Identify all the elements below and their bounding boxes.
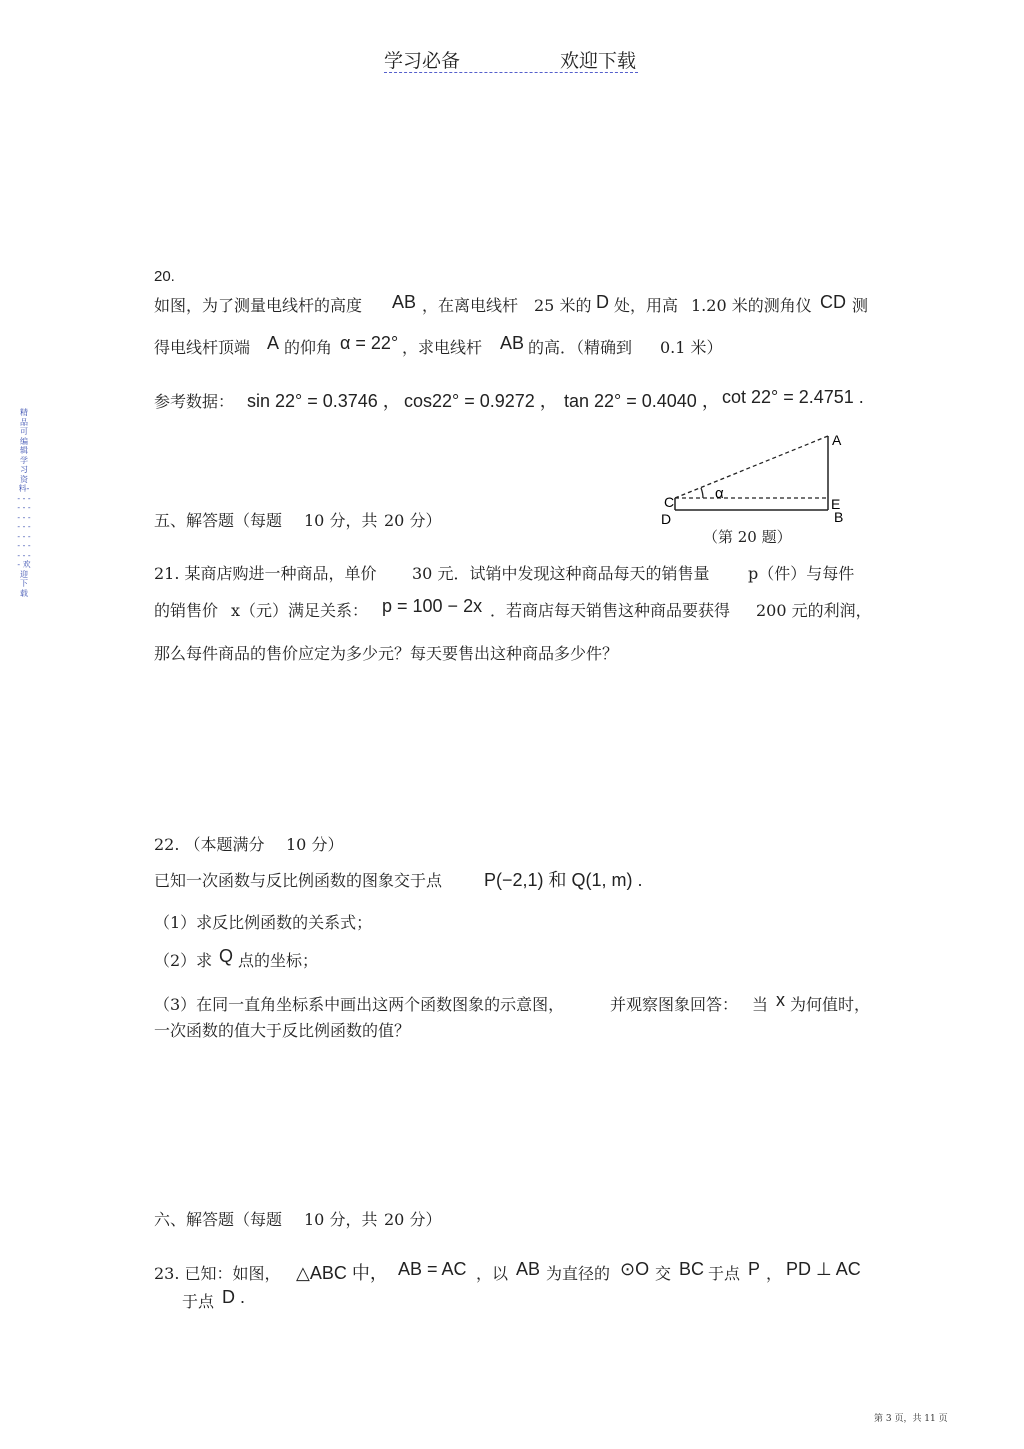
q20-line2-d: 的高．（精确到: [528, 338, 633, 357]
label-b: B: [834, 509, 844, 525]
section5-title: 五、解答题（每题: [154, 511, 283, 530]
q21-relation: p = 100 − 2x: [382, 596, 483, 616]
q23-line1-a: 23. 已知：如图，: [154, 1264, 281, 1283]
section6-score: 10 分，共: [304, 1210, 378, 1229]
q22-item3-d: 为何值时，: [790, 995, 871, 1014]
q21-line2-d: 200 元的利润，: [756, 601, 872, 620]
q23-ab-ac: AB = AC: [398, 1259, 467, 1279]
q20-line2-a: 得电线杆顶端: [154, 338, 251, 357]
q20-line1-c: 25 米的: [534, 296, 592, 315]
q20-ref-sin: sin 22° = 0.3746 ，: [247, 391, 401, 411]
q20-line2-e: 0.1 米）: [660, 338, 723, 357]
figure-20-caption: （第 20 题）: [703, 528, 792, 546]
q20-line1-g: 测: [852, 296, 869, 315]
q21-line1-c: p（件）与每件: [748, 564, 855, 583]
q20-number: 20.: [154, 268, 175, 285]
q23-line1-c: 为直径的: [546, 1264, 611, 1283]
page-footer: 第 3 页，共 11 页: [874, 1414, 948, 1424]
section5-total: 20 分）: [384, 511, 442, 530]
q20-ref-cot: cot 22° = 2.4751 .: [722, 387, 864, 407]
section6-title: 六、解答题（每题: [154, 1210, 283, 1229]
q22-title-a: 22. （本题满分: [154, 835, 265, 854]
q23-line2-end: .: [240, 1287, 246, 1307]
q21-line2-b: x（元）满足关系：: [231, 601, 369, 620]
side-margin-note: 精品可编辑学习资料- - - - - - - - - - - - - - - - - - - - - - - 欢迎下载: [17, 408, 31, 598]
q20-line1-b: ，在离电线杆: [422, 296, 519, 315]
q23-ab: AB: [516, 1259, 541, 1279]
q20-line2-ab: AB: [500, 333, 525, 353]
q23-p: P: [748, 1259, 761, 1279]
q23-line2-d: D: [222, 1287, 235, 1307]
q20-ref-tan: tan 22° = 0.4040 ，: [564, 391, 720, 411]
q23-pd-perp-ac: PD ⊥ AC: [786, 1259, 861, 1279]
q23-line1-f: ，: [766, 1264, 783, 1283]
q22-item1: （1）求反比例函数的关系式；: [154, 913, 373, 932]
q23-line1-d: 交: [655, 1264, 672, 1283]
q22-item3-c: 当: [752, 995, 769, 1014]
q22-item2-b: 点的坐标；: [238, 951, 319, 970]
label-alpha: α: [715, 485, 724, 502]
section5-score: 10 分，共: [304, 511, 378, 530]
label-a: A: [832, 432, 842, 448]
label-e: E: [831, 496, 841, 512]
page-header: [384, 46, 638, 73]
q20-line1-cd: CD: [820, 292, 846, 312]
q23-line1-e: 于点: [708, 1264, 741, 1283]
q22-title-b: 10 分）: [286, 835, 344, 854]
q20-alpha-value: α = 22°: [340, 333, 399, 353]
q20-line1-d: D: [596, 292, 609, 312]
q20-ref-label: 参考数据：: [154, 392, 235, 411]
section6-total: 20 分）: [384, 1210, 442, 1229]
q22-intro-a: 已知一次函数与反比例函数的图象交于点: [154, 871, 443, 890]
q22-item3-a: （3）在同一直角坐标系中画出这两个函数图象的示意图，: [154, 995, 565, 1014]
sight-line: [675, 436, 828, 498]
q20-line2-c: ，求电线杆: [402, 338, 483, 357]
q22-item3-x: x: [776, 990, 785, 1010]
q21-line2-a: 的销售价: [154, 601, 219, 620]
q23-line1-b: ，以: [476, 1264, 509, 1283]
q22-item3-line2: 一次函数的值大于反比例函数的值？: [154, 1021, 411, 1040]
q21-line1-a: 21. 某商店购进一种商品，单价: [154, 564, 377, 583]
q22-item2-q: Q: [219, 946, 234, 966]
q23-line2-a: 于点: [182, 1292, 215, 1311]
q21-line3: 那么每件商品的售价应定为多少元？每天要售出这种商品多少件？: [154, 644, 619, 663]
q21-line1-b: 30 元．试销中发现这种商品每天的销售量: [412, 564, 710, 583]
angle-arc: [701, 488, 703, 498]
q20-ref-cos: cos22° = 0.9272 ，: [404, 391, 558, 411]
q22-item3-b: 并观察图象回答：: [610, 995, 739, 1014]
q20-line1-e: 处，用高: [614, 296, 679, 315]
header-left: 学习必备: [384, 50, 461, 72]
label-d: D: [661, 511, 672, 527]
label-c: C: [664, 494, 675, 510]
q20-line1-ab: AB: [392, 292, 417, 312]
q22-item2-a: （2）求: [154, 951, 213, 970]
q23-triangle: △ABC 中，: [296, 1263, 388, 1283]
q20-line2-point-a: A: [267, 333, 280, 353]
q22-intro-points: P(−2,1) 和 Q(1, m) .: [484, 870, 643, 890]
q20-line2-b: 的仰角: [284, 338, 333, 357]
q21-line2-c: ．若商店每天销售这种商品要获得: [490, 601, 731, 620]
q23-circle-o: ⊙O: [620, 1259, 650, 1279]
q23-bc: BC: [679, 1259, 705, 1279]
q20-line1-f: 1.20 米的测角仪: [691, 296, 812, 315]
q20-line1-a: 如图，为了测量电线杆的高度: [154, 296, 363, 315]
header-right: 欢迎下载: [559, 50, 636, 72]
